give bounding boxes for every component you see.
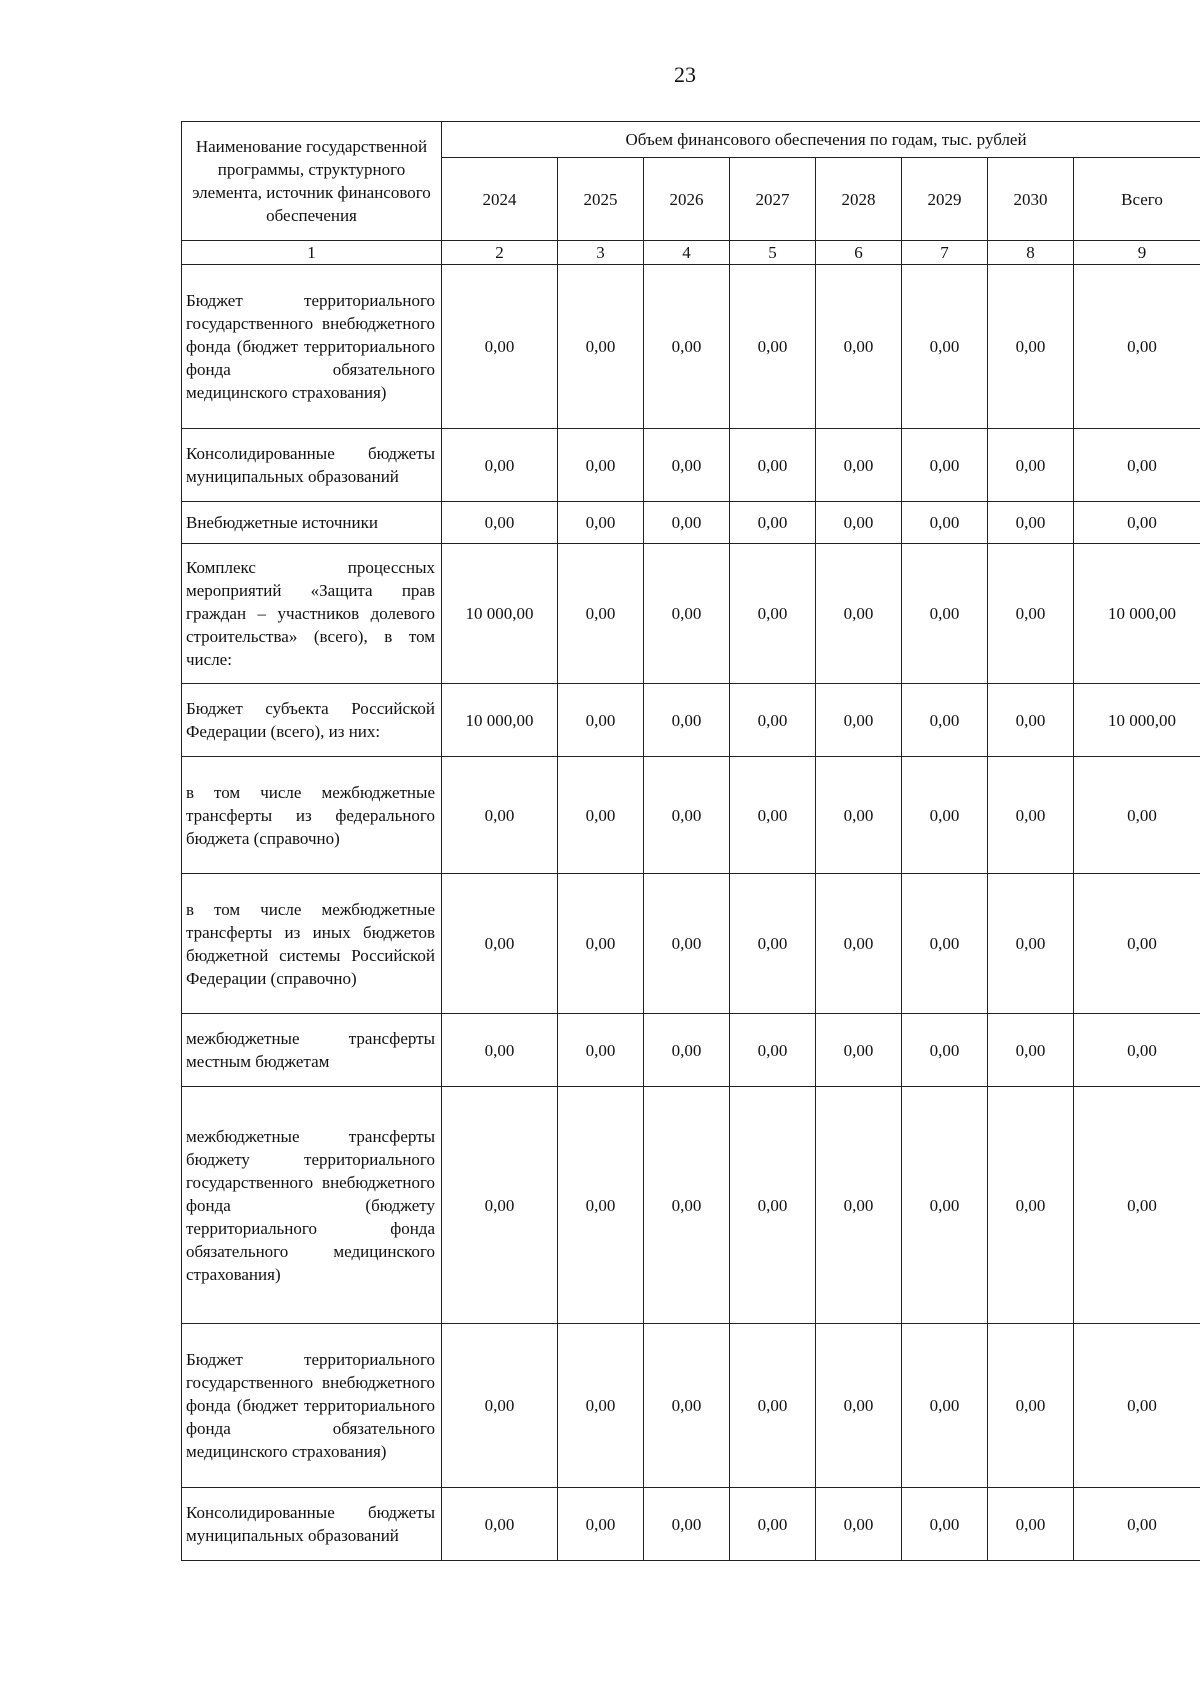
row-total-value: 0,00 — [1074, 1087, 1200, 1324]
row-year-value: 0,00 — [558, 1324, 644, 1488]
row-year-value: 0,00 — [442, 502, 558, 544]
row-year-value: 0,00 — [730, 684, 816, 757]
row-year-value: 0,00 — [988, 874, 1074, 1014]
row-year-value: 0,00 — [902, 544, 988, 684]
table-row — [182, 265, 1200, 429]
row-year-value: 0,00 — [558, 1087, 644, 1324]
row-year-value: 0,00 — [730, 544, 816, 684]
row-year-value: 0,00 — [988, 1488, 1074, 1561]
row-year-value: 0,00 — [816, 265, 902, 429]
row-year-value: 0,00 — [988, 757, 1074, 874]
header-year: 2024 — [442, 158, 558, 241]
row-year-value: 0,00 — [730, 1087, 816, 1324]
row-year-value: 0,00 — [442, 1488, 558, 1561]
row-total-value: 0,00 — [1074, 429, 1200, 502]
table-row — [182, 544, 1200, 684]
row-total-value: 0,00 — [1074, 757, 1200, 874]
row-name: Консолидированные бюджеты муниципальных образований — [182, 429, 442, 502]
column-number: 9 — [1074, 241, 1200, 265]
table-header — [182, 122, 1200, 265]
row-year-value: 0,00 — [730, 757, 816, 874]
row-year-value: 0,00 — [644, 684, 730, 757]
row-year-value: 0,00 — [558, 502, 644, 544]
row-year-value: 0,00 — [988, 1087, 1074, 1324]
row-year-value: 0,00 — [988, 684, 1074, 757]
row-name: Комплекс процессных мероприятий «Защита прав граждан – участников долевого строительства» (всего), в том числе: — [182, 544, 442, 684]
row-year-value: 0,00 — [902, 429, 988, 502]
row-year-value: 0,00 — [988, 544, 1074, 684]
row-year-value: 0,00 — [988, 502, 1074, 544]
row-year-value: 0,00 — [644, 265, 730, 429]
row-year-value: 0,00 — [902, 502, 988, 544]
row-total-value: 0,00 — [1074, 1488, 1200, 1561]
header-group-title: Объем финансового обеспечения по годам, тыс. рублей — [442, 122, 1200, 158]
row-total-value: 0,00 — [1074, 1014, 1200, 1087]
row-year-value: 0,00 — [730, 502, 816, 544]
row-year-value: 0,00 — [816, 874, 902, 1014]
row-year-value: 0,00 — [644, 757, 730, 874]
table-row — [182, 1324, 1200, 1488]
header-year: 2029 — [902, 158, 988, 241]
row-year-value: 0,00 — [902, 874, 988, 1014]
column-number: 4 — [644, 241, 730, 265]
row-year-value: 0,00 — [442, 1324, 558, 1488]
row-year-value: 0,00 — [442, 1014, 558, 1087]
row-year-value: 0,00 — [644, 429, 730, 502]
row-year-value: 0,00 — [816, 757, 902, 874]
row-year-value: 0,00 — [730, 1014, 816, 1087]
row-name: Внебюджетные источники — [182, 502, 442, 544]
table-row — [182, 684, 1200, 757]
row-year-value: 0,00 — [902, 1488, 988, 1561]
table-row — [182, 502, 1200, 544]
row-year-value: 0,00 — [730, 874, 816, 1014]
header-year: 2027 — [730, 158, 816, 241]
table-row — [182, 874, 1200, 1014]
column-number: 6 — [816, 241, 902, 265]
row-year-value: 0,00 — [558, 1014, 644, 1087]
table-row — [182, 1087, 1200, 1324]
row-total-value: 10 000,00 — [1074, 544, 1200, 684]
row-year-value: 0,00 — [988, 1014, 1074, 1087]
row-year-value: 0,00 — [902, 265, 988, 429]
row-year-value: 0,00 — [558, 544, 644, 684]
row-year-value: 0,00 — [730, 1324, 816, 1488]
row-year-value: 0,00 — [816, 684, 902, 757]
row-year-value: 10 000,00 — [442, 544, 558, 684]
row-name: в том числе межбюджетные трансферты из федерального бюджета (справочно) — [182, 757, 442, 874]
row-year-value: 0,00 — [442, 429, 558, 502]
column-number: 8 — [988, 241, 1074, 265]
row-year-value: 0,00 — [902, 1087, 988, 1324]
row-year-value: 0,00 — [816, 544, 902, 684]
column-number: 5 — [730, 241, 816, 265]
header-year: 2030 — [988, 158, 1074, 241]
table-row — [182, 429, 1200, 502]
row-year-value: 0,00 — [558, 684, 644, 757]
table-row — [182, 1488, 1200, 1561]
row-name: межбюджетные трансферты местным бюджетам — [182, 1014, 442, 1087]
row-name: Бюджет территориального государственного внебюджетного фонда (бюджет территориального фонда обязательного медицинского страхования) — [182, 265, 442, 429]
row-year-value: 0,00 — [730, 265, 816, 429]
row-year-value: 0,00 — [558, 874, 644, 1014]
row-year-value: 0,00 — [816, 1324, 902, 1488]
header-year: 2025 — [558, 158, 644, 241]
column-number-row — [182, 241, 1200, 265]
header-year: 2026 — [644, 158, 730, 241]
row-year-value: 0,00 — [816, 1087, 902, 1324]
row-year-value: 0,00 — [988, 429, 1074, 502]
column-number: 2 — [442, 241, 558, 265]
row-year-value: 0,00 — [730, 1488, 816, 1561]
row-total-value: 0,00 — [1074, 502, 1200, 544]
row-year-value: 0,00 — [902, 684, 988, 757]
column-number: 3 — [558, 241, 644, 265]
row-year-value: 0,00 — [644, 502, 730, 544]
row-year-value: 0,00 — [558, 757, 644, 874]
header-year: 2028 — [816, 158, 902, 241]
row-name: Консолидированные бюджеты муниципальных образований — [182, 1488, 442, 1561]
row-total-value: 0,00 — [1074, 1324, 1200, 1488]
row-total-value: 10 000,00 — [1074, 684, 1200, 757]
row-year-value: 0,00 — [558, 265, 644, 429]
row-year-value: 0,00 — [988, 1324, 1074, 1488]
page-number: 23 — [674, 62, 696, 87]
row-year-value: 0,00 — [730, 429, 816, 502]
row-year-value: 0,00 — [644, 874, 730, 1014]
row-year-value: 0,00 — [644, 544, 730, 684]
row-total-value: 0,00 — [1074, 874, 1200, 1014]
row-year-value: 0,00 — [558, 1488, 644, 1561]
row-year-value: 0,00 — [816, 429, 902, 502]
table-body — [182, 265, 1200, 1561]
column-number: 1 — [182, 241, 442, 265]
row-year-value: 10 000,00 — [442, 684, 558, 757]
row-name: межбюджетные трансферты бюджету территориального государственного внебюджетного фонда (бюджету территориального фонда обязательного медицинского страхования) — [182, 1087, 442, 1324]
row-year-value: 0,00 — [816, 1014, 902, 1087]
row-year-value: 0,00 — [644, 1087, 730, 1324]
row-year-value: 0,00 — [902, 1014, 988, 1087]
row-year-value: 0,00 — [442, 874, 558, 1014]
row-year-value: 0,00 — [902, 757, 988, 874]
table-row — [182, 1014, 1200, 1087]
row-name: в том числе межбюджетные трансферты из иных бюджетов бюджетной системы Российской Федерации (справочно) — [182, 874, 442, 1014]
row-year-value: 0,00 — [644, 1014, 730, 1087]
row-year-value: 0,00 — [442, 757, 558, 874]
row-name: Бюджет территориального государственного внебюджетного фонда (бюджет территориального фонда обязательного медицинского страхования) — [182, 1324, 442, 1488]
row-year-value: 0,00 — [558, 429, 644, 502]
header-total: Всего — [1074, 158, 1200, 241]
row-total-value: 0,00 — [1074, 265, 1200, 429]
financing-table — [181, 121, 1200, 1561]
row-year-value: 0,00 — [816, 502, 902, 544]
row-year-value: 0,00 — [644, 1488, 730, 1561]
column-number: 7 — [902, 241, 988, 265]
row-year-value: 0,00 — [442, 1087, 558, 1324]
row-name: Бюджет субъекта Российской Федерации (всего), из них: — [182, 684, 442, 757]
table-row — [182, 757, 1200, 874]
header-name-column: Наименование государственной программы, структурного элемента, источник финансового обеспечения — [182, 122, 442, 241]
row-year-value: 0,00 — [644, 1324, 730, 1488]
row-year-value: 0,00 — [902, 1324, 988, 1488]
row-year-value: 0,00 — [442, 265, 558, 429]
row-year-value: 0,00 — [988, 265, 1074, 429]
row-year-value: 0,00 — [816, 1488, 902, 1561]
